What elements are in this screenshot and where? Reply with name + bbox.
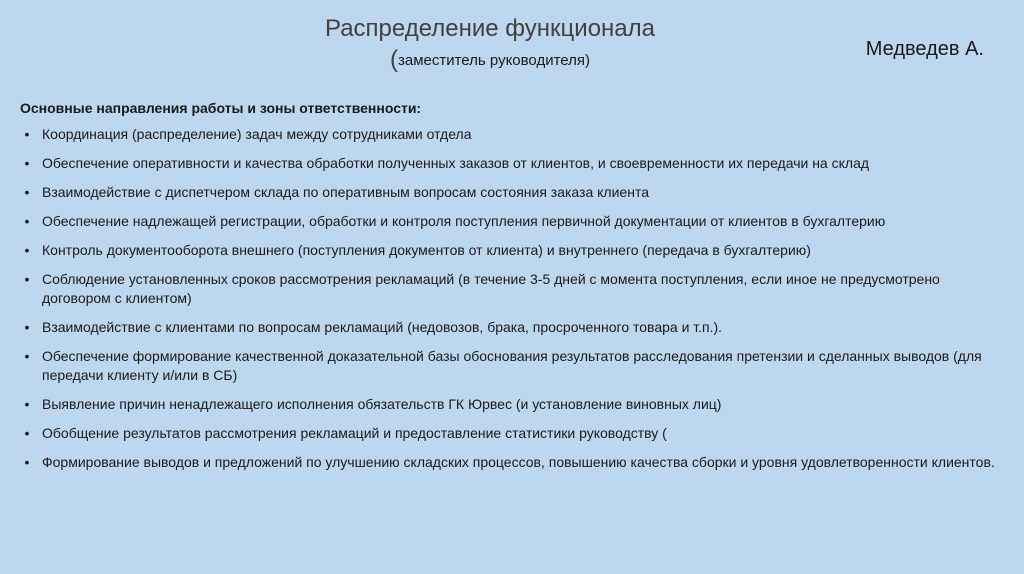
- list-item-text: Обобщение результатов рассмотрения рекламаций и предоставление статистики руководству (: [42, 425, 667, 441]
- list-item-text: Обеспечение формирование качественной доказательной базы обоснования результатов расследования претензии и сделанных выводов (для передачи клиенту и/или в СБ): [42, 348, 982, 383]
- list-item: [20, 270, 1010, 308]
- bullet-icon: •: [24, 348, 30, 364]
- responsibility-list: [20, 125, 1010, 472]
- section-heading: Основные направления работы и зоны ответственности:: [20, 100, 422, 116]
- list-item: [20, 395, 1010, 414]
- list-item-text: Обеспечение оперативности и качества обработки полученных заказов от клиентов, и своевременности их передачи на склад: [42, 155, 870, 171]
- list-item-text: Соблюдение установленных сроков рассмотрения рекламаций (в течение 3-5 дней с момента поступления, если иное не предусмотрено договором с клиентом): [42, 271, 940, 306]
- list-item: [20, 424, 1010, 443]
- bullet-icon: •: [24, 271, 30, 287]
- bullet-icon: •: [24, 155, 30, 171]
- list-item: [20, 212, 1010, 231]
- slide-subtitle: [0, 48, 980, 73]
- bullet-icon: •: [24, 184, 30, 200]
- bullet-icon: •: [24, 126, 30, 142]
- list-item-text: Формирование выводов и предложений по улучшению складских процессов, повышению качества сборки и уровня удовлетворенности клиентов.: [42, 454, 995, 470]
- bullet-icon: •: [24, 454, 30, 470]
- bullet-icon: •: [24, 396, 30, 412]
- list-item-text: Выявление причин ненадлежащего исполнения обязательств ГК Юрвес (и установление виновных лиц): [42, 396, 722, 412]
- list-item-text: Взаимодействие с диспетчером склада по оперативным вопросам состояния заказа клиента: [42, 184, 649, 200]
- list-item: [20, 125, 1010, 144]
- title-block: [0, 14, 980, 73]
- list-item: [20, 347, 1010, 385]
- subtitle-paren: (: [389, 46, 398, 73]
- list-item: [20, 318, 1010, 337]
- bullet-icon: •: [24, 319, 30, 335]
- list-item: [20, 453, 1010, 472]
- slide-title: Распределение функционала: [325, 15, 655, 42]
- list-item: [20, 183, 1010, 202]
- list-item-text: Взаимодействие с клиентами по вопросам рекламаций (недовозов, брака, просроченного товара и т.п.).: [42, 319, 723, 335]
- list-item-text: Контроль документооборота внешнего (поступления документов от клиента) и внутреннего (передача в бухгалтерию): [42, 242, 811, 258]
- list-item-text: Обеспечение надлежащей регистрации, обработки и контроля поступления первичной документации от клиентов в бухгалтерию: [42, 213, 886, 229]
- list-item: [20, 154, 1010, 173]
- bullet-icon: •: [24, 242, 30, 258]
- bullet-icon: •: [24, 213, 30, 229]
- list-item-text: Координация (распределение) задач между сотрудниками отдела: [42, 126, 472, 142]
- content: [20, 99, 1010, 482]
- bullet-icon: •: [24, 425, 30, 441]
- list-item: [20, 241, 1010, 260]
- author-name: Медведев А.: [865, 38, 984, 60]
- subtitle-text: заместитель руководителя): [397, 52, 590, 69]
